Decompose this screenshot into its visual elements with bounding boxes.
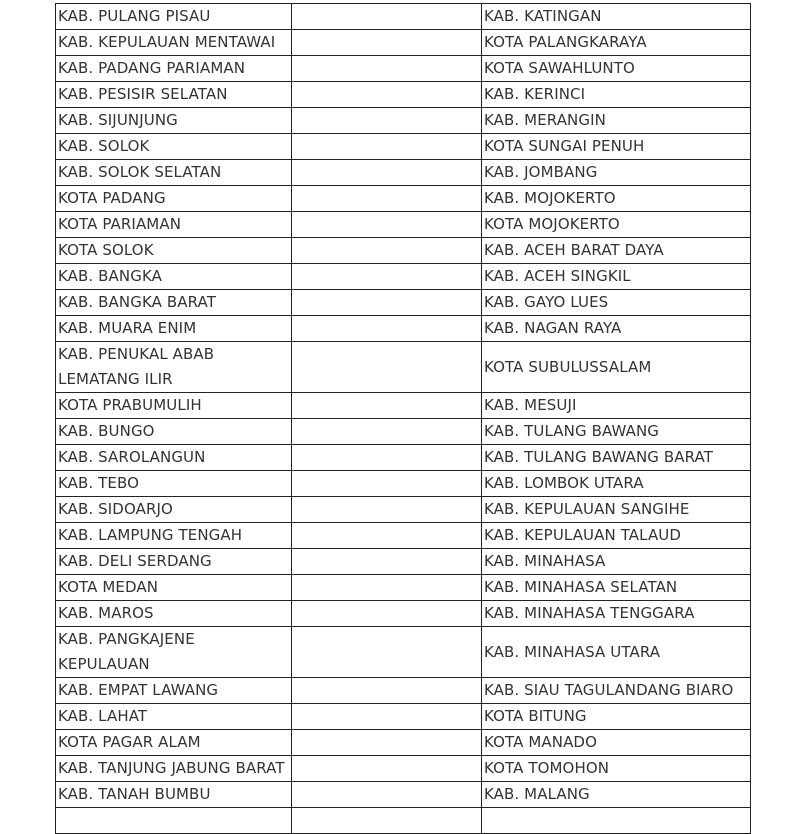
- region-name-right: KOTA SUNGAI PENUH: [482, 134, 751, 160]
- empty-cell: [292, 497, 482, 523]
- region-name-left: KAB. PESISIR SELATAN: [56, 82, 292, 108]
- region-name-right: KAB. ACEH SINGKIL: [482, 264, 751, 290]
- table-row: [56, 56, 751, 82]
- region-name-left: KAB. SIJUNJUNG: [56, 108, 292, 134]
- region-name-right: KAB. MOJOKERTO: [482, 186, 751, 212]
- empty-cell: [292, 186, 482, 212]
- region-name-left: KAB. BUNGO: [56, 419, 292, 445]
- region-name-line: KAB. PENUKAL ABAB: [58, 345, 215, 363]
- table-row: [56, 601, 751, 627]
- region-name-left: KOTA PRABUMULIH: [56, 393, 292, 419]
- region-name-right: KAB. KEPULAUAN SANGIHE: [482, 497, 751, 523]
- region-name-right: [482, 808, 751, 834]
- region-name-right: KAB. LOMBOK UTARA: [482, 471, 751, 497]
- empty-cell: [292, 160, 482, 186]
- region-name-right: KAB. KATINGAN: [482, 4, 751, 30]
- empty-cell: [292, 756, 482, 782]
- empty-cell: [292, 523, 482, 549]
- table-row: [56, 523, 751, 549]
- table-row: [56, 575, 751, 601]
- region-name-left: KOTA PAGAR ALAM: [56, 730, 292, 756]
- region-name-right: KAB. NAGAN RAYA: [482, 316, 751, 342]
- region-name-left: KOTA PADANG: [56, 186, 292, 212]
- empty-cell: [292, 808, 482, 834]
- table-row: [56, 471, 751, 497]
- table-row: [56, 108, 751, 134]
- table-row: [56, 186, 751, 212]
- region-name-right: KOTA TOMOHON: [482, 756, 751, 782]
- empty-cell: [292, 342, 482, 393]
- empty-cell: [292, 108, 482, 134]
- region-name-right: KAB. KEPULAUAN TALAUD: [482, 523, 751, 549]
- table-row: [56, 82, 751, 108]
- region-name-right: KOTA SAWAHLUNTO: [482, 56, 751, 82]
- region-name-left: KAB. SAROLANGUN: [56, 445, 292, 471]
- region-name-right: KAB. KERINCI: [482, 82, 751, 108]
- table-row: [56, 316, 751, 342]
- table-row: [56, 4, 751, 30]
- empty-cell: [292, 316, 482, 342]
- table-row: [56, 704, 751, 730]
- empty-cell: [292, 419, 482, 445]
- table-row: [56, 678, 751, 704]
- empty-cell: [292, 627, 482, 678]
- table-row: [56, 627, 751, 678]
- table-row: [56, 808, 751, 834]
- region-name-right: KOTA BITUNG: [482, 704, 751, 730]
- region-name-left: KAB. SOLOK: [56, 134, 292, 160]
- region-name-right: KOTA MANADO: [482, 730, 751, 756]
- region-name-left: KAB. PULANG PISAU: [56, 4, 292, 30]
- region-name-left: KOTA PARIAMAN: [56, 212, 292, 238]
- region-name-left: KAB. TEBO: [56, 471, 292, 497]
- region-name-left: KAB. MUARA ENIM: [56, 316, 292, 342]
- region-name-right: KAB. TULANG BAWANG BARAT: [482, 445, 751, 471]
- region-table: [55, 3, 751, 834]
- table-row: [56, 549, 751, 575]
- table-row: [56, 238, 751, 264]
- table-row: [56, 212, 751, 238]
- region-name-left: KAB. EMPAT LAWANG: [56, 678, 292, 704]
- table-row: [56, 290, 751, 316]
- table-row: [56, 30, 751, 56]
- empty-cell: [292, 730, 482, 756]
- region-name-right: KAB. ACEH BARAT DAYA: [482, 238, 751, 264]
- region-name-right: KOTA SUBULUSSALAM: [482, 342, 751, 393]
- region-name-line: KEPULAUAN: [58, 655, 150, 673]
- region-name-right: KAB. GAYO LUES: [482, 290, 751, 316]
- empty-cell: [292, 445, 482, 471]
- region-name-left: [56, 342, 292, 393]
- empty-cell: [292, 82, 482, 108]
- empty-cell: [292, 678, 482, 704]
- table-row: [56, 445, 751, 471]
- region-name-left: [56, 808, 292, 834]
- table-row: [56, 160, 751, 186]
- empty-cell: [292, 471, 482, 497]
- table-row: [56, 419, 751, 445]
- empty-cell: [292, 601, 482, 627]
- region-name-left: KAB. SOLOK SELATAN: [56, 160, 292, 186]
- empty-cell: [292, 134, 482, 160]
- empty-cell: [292, 4, 482, 30]
- region-name-left: KAB. PADANG PARIAMAN: [56, 56, 292, 82]
- region-name-left: KOTA MEDAN: [56, 575, 292, 601]
- region-name-right: KAB. MESUJI: [482, 393, 751, 419]
- region-table-body: [56, 4, 751, 834]
- region-table-container: [55, 3, 750, 834]
- region-name-left: KAB. TANAH BUMBU: [56, 782, 292, 808]
- empty-cell: [292, 56, 482, 82]
- empty-cell: [292, 290, 482, 316]
- table-row: [56, 782, 751, 808]
- region-name-right: KAB. SIAU TAGULANDANG BIARO: [482, 678, 751, 704]
- region-name-left: KAB. SIDOARJO: [56, 497, 292, 523]
- region-name-right: KAB. MINAHASA: [482, 549, 751, 575]
- table-row: [56, 342, 751, 393]
- empty-cell: [292, 30, 482, 56]
- region-name-right: KAB. MERANGIN: [482, 108, 751, 134]
- region-name-left: KAB. LAHAT: [56, 704, 292, 730]
- empty-cell: [292, 264, 482, 290]
- empty-cell: [292, 782, 482, 808]
- region-name-left: KAB. KEPULAUAN MENTAWAI: [56, 30, 292, 56]
- region-name-right: KAB. JOMBANG: [482, 160, 751, 186]
- table-row: [56, 264, 751, 290]
- region-name-left: KAB. LAMPUNG TENGAH: [56, 523, 292, 549]
- region-name-left: KOTA SOLOK: [56, 238, 292, 264]
- region-name-right: KOTA PALANGKARAYA: [482, 30, 751, 56]
- empty-cell: [292, 575, 482, 601]
- region-name-left: KAB. TANJUNG JABUNG BARAT: [56, 756, 292, 782]
- table-row: [56, 497, 751, 523]
- region-name-left: KAB. BANGKA BARAT: [56, 290, 292, 316]
- table-row: [56, 756, 751, 782]
- region-name-right: KOTA MOJOKERTO: [482, 212, 751, 238]
- empty-cell: [292, 212, 482, 238]
- empty-cell: [292, 704, 482, 730]
- empty-cell: [292, 393, 482, 419]
- region-name-right: KAB. MINAHASA TENGGARA: [482, 601, 751, 627]
- region-name-left: [56, 627, 292, 678]
- region-name-line: LEMATANG ILIR: [58, 370, 173, 388]
- region-name-right: KAB. TULANG BAWANG: [482, 419, 751, 445]
- empty-cell: [292, 549, 482, 575]
- region-name-left: KAB. BANGKA: [56, 264, 292, 290]
- region-name-right: KAB. MINAHASA SELATAN: [482, 575, 751, 601]
- table-row: [56, 393, 751, 419]
- region-name-left: KAB. MAROS: [56, 601, 292, 627]
- table-row: [56, 134, 751, 160]
- empty-cell: [292, 238, 482, 264]
- table-row: [56, 730, 751, 756]
- region-name-left: KAB. DELI SERDANG: [56, 549, 292, 575]
- region-name-right: KAB. MALANG: [482, 782, 751, 808]
- region-name-line: KAB. PANGKAJENE: [58, 630, 195, 648]
- region-name-right: KAB. MINAHASA UTARA: [482, 627, 751, 678]
